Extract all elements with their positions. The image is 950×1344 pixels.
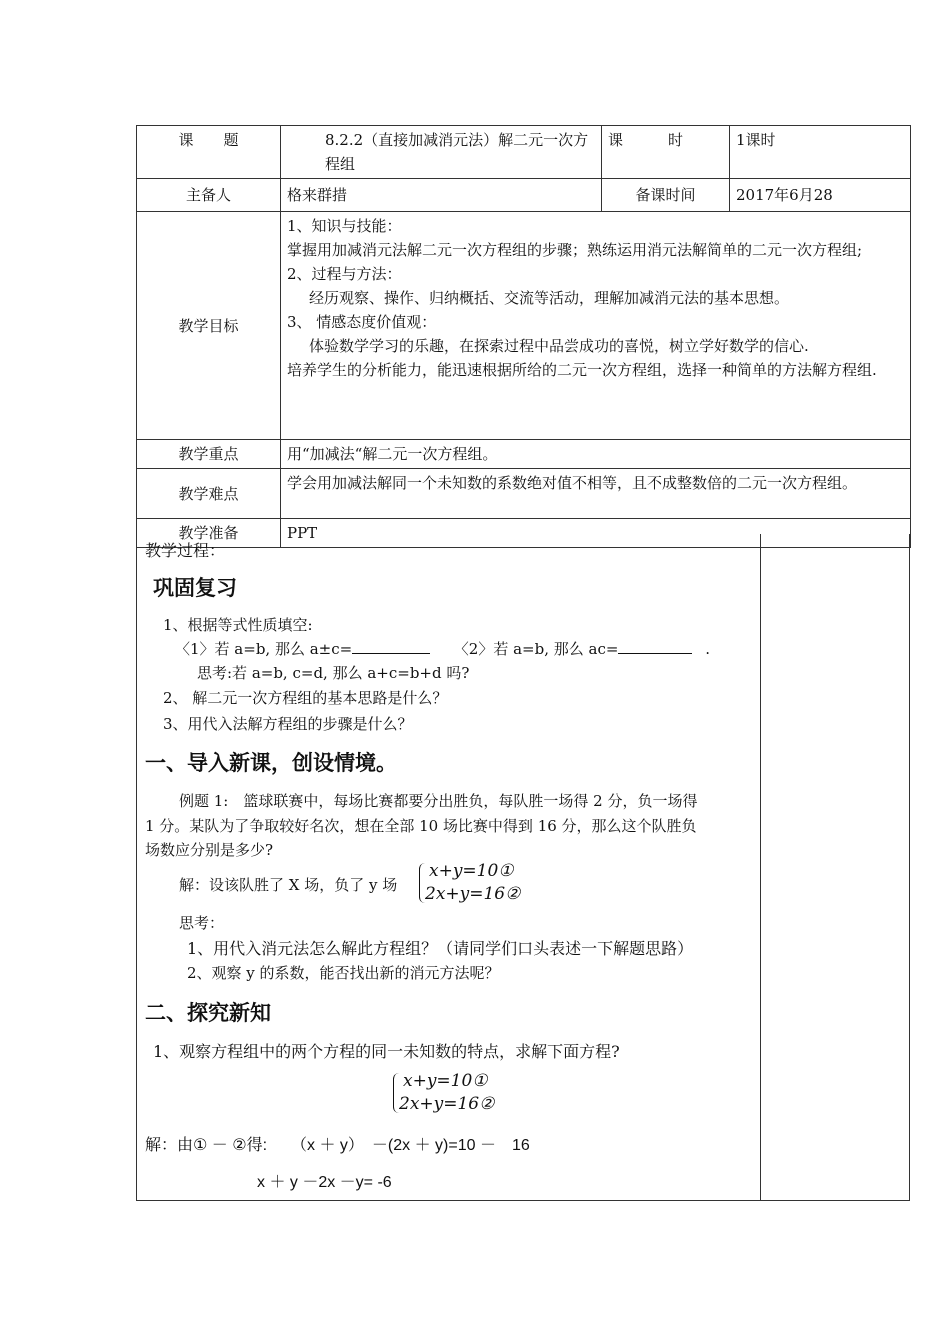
prep-time-value: 2017年6月28 [730,179,911,212]
prep-label: 教学准备 [137,519,281,548]
process-title: 教学过程： [145,541,226,560]
prep-value: PPT [281,519,911,548]
lesson-info-table [136,125,911,548]
equation-1: x+y=10① [429,861,514,881]
topic-label: 课 题 [137,126,281,179]
review-question-1: 1、根据等式性质填空: [163,616,313,634]
objective-line: 掌握用加减消元法解二元一次方程组的步骤；熟练运用消元法解简单的二元一次方程组; [287,241,863,259]
explore-question-1: 1、观察方程组中的两个方程的同一未知数的特点，求解下面方程? [153,1042,620,1061]
example-line-2: 1 分。某队为了争取较好名次，想在全部 10 场比赛中得到 16 分，那么这个队胜负 [145,817,697,835]
solution-setup: 解：设该队胜了 X 场，负了 y 场 [179,876,398,894]
think-label: 思考： [179,914,225,932]
objective-line: 2、过程与方法： [287,265,402,283]
prep-time-label: 备课时间 [602,179,730,212]
objective-line: 培养学生的分析能力，能迅速根据所给的二元一次方程组，选择一种简单的方法解方程组. [287,361,877,379]
section-1-heading: 一、导入新课，创设情境。 [145,751,397,775]
difficulty-label: 教学难点 [137,469,281,519]
review-question-2: 2、 解二元一次方程组的基本思路是什么？ [163,689,448,707]
solution-step-2: x ＋ y －2x －y= -6 [257,1174,392,1191]
key-point-label: 教学重点 [137,440,281,469]
equation-system-2 [393,1071,533,1117]
think-question-2: 2、观察 y 的系数，能否找出新的消元方法呢？ [187,964,500,982]
review-question-3: 3、用代入法解方程组的步骤是什么？ [163,715,413,733]
review-heading: 巩固复习 [153,576,237,600]
fill-blank-end: . [705,640,710,658]
example-line-3: 场数应分别是多少? [145,841,274,859]
key-point-value: 用“加减法“解二元一次方程组。 [281,440,911,469]
equation-3: x+y=10① [403,1071,488,1091]
example-line-1: 例题 1: 篮球联赛中，每场比赛都要分出胜负，每队胜一场得 2 分，负一场得 [179,792,698,810]
author-label: 主备人 [137,179,281,212]
objective-line: 3、 情感态度价值观： [287,313,437,331]
objective-line: 1、知识与技能： [287,217,402,235]
topic-value: 8.2.2（直接加减消元法）解二元一次方程组 [281,126,602,179]
period-label: 课 时 [602,126,730,179]
author-value: 格来群措 [281,179,602,212]
answer-blank-1 [352,639,430,654]
solution-step-1: 解：由① － ②得: （x ＋ y） －(2x ＋ y)=10 － 16 [145,1137,530,1154]
equation-system-1 [419,861,559,907]
review-fill-blank-row [175,638,710,659]
equation-2: 2x+y=16② [425,884,521,904]
review-think: 思考:若 a=b, c=d, 那么 a+c=b+d 吗? [197,664,470,682]
objectives-label: 教学目标 [137,212,281,440]
column-divider [760,534,761,1200]
objective-line: 经历观察、操作、归纳概括、交流等活动，理解加减消元法的基本思想。 [309,289,790,307]
fill-blank-2: 〈2〉若 a=b, 那么 ac= [453,640,619,658]
equation-4: 2x+y=16② [399,1094,495,1114]
fill-blank-1: 〈1〉若 a=b, 那么 a±c= [175,640,353,658]
answer-blank-2 [618,639,692,654]
objectives-cell [281,212,911,440]
period-value: 1课时 [730,126,911,179]
objective-line: 体验数学学习的乐趣，在探索过程中品尝成功的喜悦，树立学好数学的信心. [309,337,809,355]
teaching-process-box [136,534,910,1201]
difficulty-value: 学会用加减法解同一个未知数的系数绝对值不相等，且不成整数倍的二元一次方程组。 [281,469,911,519]
section-2-heading: 二、探究新知 [145,1001,271,1025]
think-question-1: 1、用代入消元法怎么解此方程组？（请同学们口头表述一下解题思路） [187,939,694,958]
